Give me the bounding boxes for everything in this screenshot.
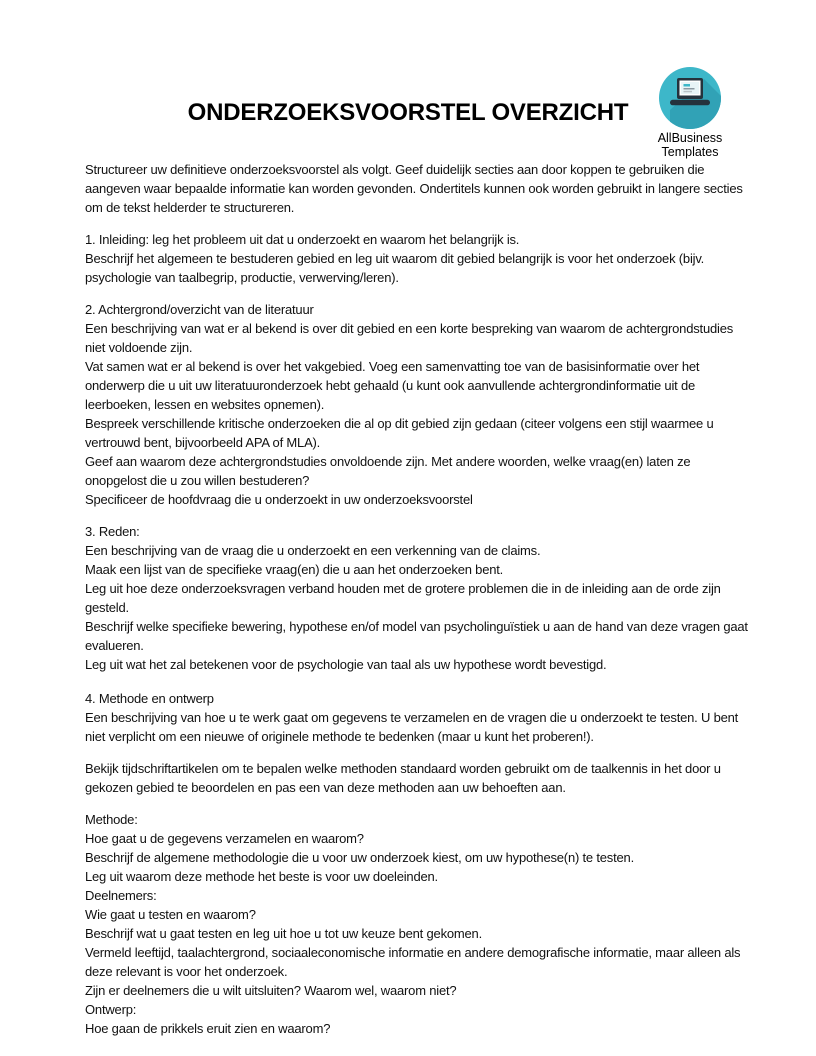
text-line: Een beschrijving van wat er al bekend is over dit gebied en een korte bespreking van waarom de achtergrondstudies niet voldoende zijn. [85, 321, 734, 355]
paragraph [85, 810, 754, 1038]
text-line: Wie gaat u testen en waarom? [85, 907, 256, 922]
text-line: 1. Inleiding: leg het probleem uit dat u onderzoekt en waarom het belangrijk is. [85, 232, 520, 247]
paragraph [85, 300, 754, 509]
logo-text-line2: Templates [661, 144, 719, 159]
text-line: Beschrijf het algemeen te bestuderen gebied en leg uit waarom dit gebied belangrijk is voor het onderzoek (bijv. psychologie van taalbegrip, productie, verwerving/leren). [85, 251, 705, 285]
paragraph [85, 230, 754, 287]
text-line: Bespreek verschillende kritische onderzoeken die al op dit gebied zijn gedaan (citeer volgens een stijl waarmee u vertrouwd bent, bijvoorbeeld APA of MLA). [85, 416, 714, 450]
text-line: 2. Achtergrond/overzicht van de literatuur [85, 302, 314, 317]
text-line: Een beschrijving van hoe u te werk gaat om gegevens te verzamelen en de vragen die u onderzoekt te testen. U bent niet verplicht om een nieuwe of originele methode te bedenken (maar u kunt het proberen!). [85, 710, 739, 744]
text-line: Methode: [85, 812, 138, 827]
paragraph [85, 689, 754, 746]
text-line: Zijn er deelnemers die u wilt uitsluiten? Waarom wel, waarom niet? [85, 983, 457, 998]
text-line: Geef aan waarom deze achtergrondstudies onvoldoende zijn. Met andere woorden, welke vraag(en) laten ze onopgelost die u zou willen bestuderen? [85, 454, 691, 488]
text-line: Maak een lijst van de specifieke vraag(en) die u aan het onderzoeken bent. [85, 562, 504, 577]
logo-text-line1: AllBusiness [657, 131, 723, 145]
paragraph [85, 522, 754, 674]
paragraph [85, 160, 754, 217]
text-line: Hoe gaan de prikkels eruit zien en waarom? [85, 1021, 331, 1036]
text-line: Vermeld leeftijd, taalachtergrond, sociaaleconomische informatie en andere demografische informatie, maar alleen als deze relevant is voor het onderzoek. [85, 945, 741, 979]
text-line: Hoe gaat u de gegevens verzamelen en waarom? [85, 831, 364, 846]
text-line: Vat samen wat er al bekend is over het vakgebied. Voeg een samenvatting toe van de basisinformatie over het onderwerp die u uit uw literatuuronderzoek hebt gehaald (u kunt ook aanvullende achtergrondinformatie uit de leerboeken, lessen en websites opnemen). [85, 359, 700, 412]
text-line: Structureer uw definitieve onderzoeksvoorstel als volgt. Geef duidelijk secties aan door koppen te gebruiken die aangeven waar bepaalde informatie kan worden gevonden. Ondertitels kunnen ook worden gebruikt in langere secties om de tekst helderder te structureren. [85, 162, 743, 215]
text-line: Een beschrijving van de vraag die u onderzoekt en een verkenning van de claims. [85, 543, 541, 558]
text-line: Leg uit wat het zal betekenen voor de psychologie van taal als uw hypothese wordt bevestigd. [85, 657, 607, 672]
allbusiness-logo [650, 66, 730, 159]
text-line: Beschrijf wat u gaat testen en leg uit hoe u tot uw keuze bent gekomen. [85, 926, 483, 941]
page-title: ONDERZOEKSVOORSTEL OVERZICHT [187, 99, 629, 126]
text-line: Leg uit waarom deze methode het beste is voor uw doeleinden. [85, 869, 438, 884]
laptop-circle-icon [658, 66, 722, 130]
text-line: Beschrijf de algemene methodologie die u voor uw onderzoek kiest, om uw hypothese(n) te testen. [85, 850, 634, 865]
text-line: Bekijk tijdschriftartikelen om te bepalen welke methoden standaard worden gebruikt om de taalkennis in het door u gekozen gebied te beoordelen en pas een van deze methoden aan uw behoeften aan. [85, 761, 721, 795]
text-line: 3. Reden: [85, 524, 140, 539]
text-line: Leg uit hoe deze onderzoeksvragen verband houden met de grotere problemen die in de inleiding aan de orde zijn gesteld. [85, 581, 721, 615]
text-line: Beschrijf welke specifieke bewering, hypothese en/of model van psycholinguïstiek u aan de hand van deze vragen gaat evalueren. [85, 619, 748, 653]
text-line: Ontwerp: [85, 1002, 137, 1017]
text-line: 4. Methode en ontwerp [85, 691, 214, 706]
text-line: Specificeer de hoofdvraag die u onderzoekt in uw onderzoeksvoorstel [85, 492, 473, 507]
document-body [0, 160, 816, 1038]
paragraph [85, 759, 754, 797]
logo-text [650, 132, 730, 159]
text-line: Deelnemers: [85, 888, 157, 903]
